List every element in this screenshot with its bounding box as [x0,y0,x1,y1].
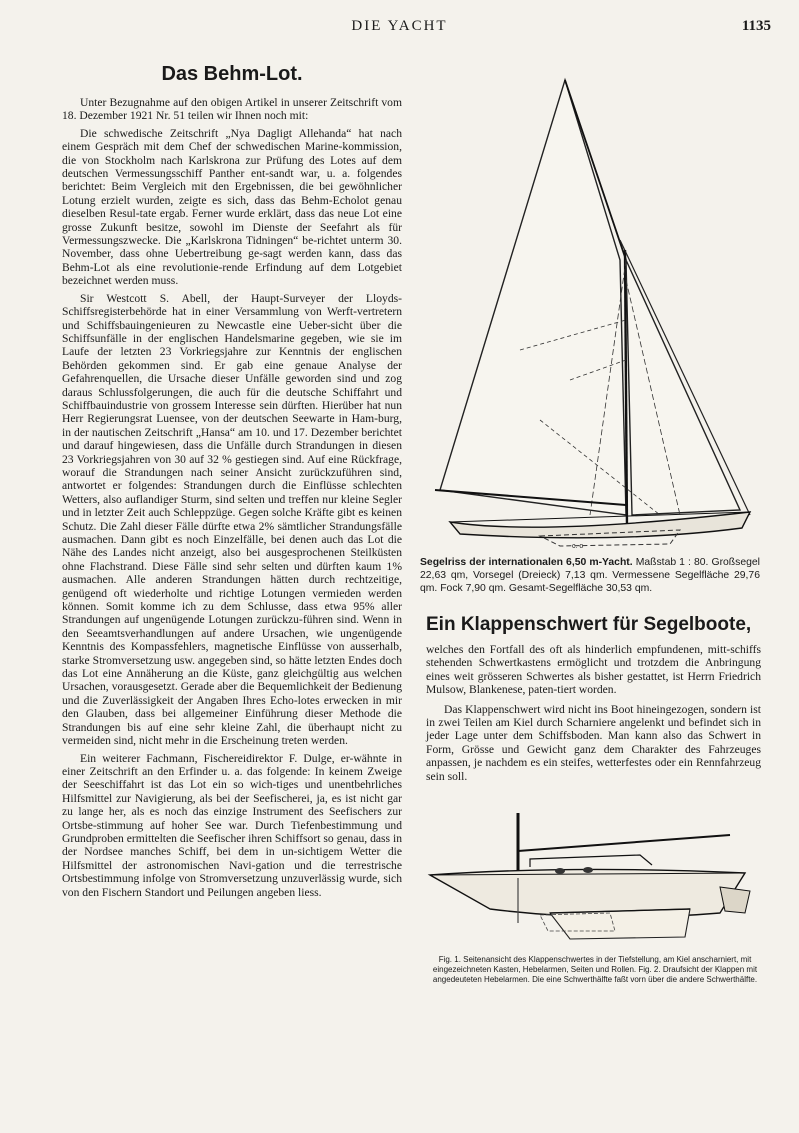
figure2-caption: Fig. 1. Seitenansicht des Klappenschwertes in der Tiefstellung, am Kiel anscharniert, mit eingezeichneten Kasten, Hebelarmen, Seiten und Rollen. Fig. 2. Draufsicht der Klappen mit angedeuteten Hebelarmen. Die eine Schwerthälfte faßt vorn über die andere Schwerthälfte. [432,955,758,985]
article-title-klappenschwert: Ein Klappenschwert für Segelboote, [426,614,752,635]
figure1-caption [420,556,760,595]
paragraph: Unter Bezugnahme auf den obigen Artikel in unserer Zeitschrift vom 18. Dezember 1921 Nr. 51 teilen wir Ihnen noch mit: [62,96,402,123]
paragraph: Sir Westcott S. Abell, der Haupt-Surveyer der Lloyds-Schiffsregisterbehörde hat in einer Versammlung von Werft-vertretern und Schiffsbauingenieuren zu Newcastle eine Ueber-sicht über die Schiffsunfälle in der englischen Handelsmarine gegeben, wie sie im Laufe der letzten 23 Vorkriegsjahre zur Kenntnis der englischen Behörden gekommen sind. Er gab eine genaue Analyse der Gefahrenquellen, die Ursache dieser Unfälle geworden sind und zog daraus Schlussfolgerungen, die auch für die deutsche Schiffahrt und Schiffbauindustrie von grossem Interesse sein dürften. Hierüber hat nun Herr Regierungsrat Luensee, von der deutschen Seewarte in Ham-burg, in der nautischen Zeitschrift „Hansa“ am 10. und 17. Dezember berichtet und darauf hingewiesen, dass die Unfälle durch Strandungen in diesen 23 Vorkriegsjahren von 30 auf 32 % gestiegen sind. Auf eine Rückfrage, worauf die Strandungen nach seiner Ansicht zurückzuführen sind, antwortet er folgendes: Strandungen durch die Einflüsse schlechten Wetters, also auflandiger Sturm, sind selten und treffen nur kleine Segler und in letzter Zeit auch Schleppzüge. Gegen solche Kräfte gibt es keinen Schutz. Die Zahl dieser Fälle dürfte etwa 2% sämtlicher Strandungsfälle ausmachen. Dann gibt es noch Einzelfälle, bei denen auch das Lot die Nähe des Landes nicht anzeigt, also bei ausgesprochenen Steilküsten ohne Flachstrand. Diese Fälle sind sehr selten und dürften kaum 1% ausmachen. Alle anderen Strandungen hätten durch rechtzeitige, genügend oft wiederholte und richtige Lotungen vermieden werden können. Somit komme ich zu dem Schlusse, dass etwa 95% aller Strandungen auf ungenügende Lotungen zurückzu-führen sind. Wenn in den Seeamtsverhandlungen auf andere Ursachen, wie ungenügende Kenntnis des Kompassfehlers, magnetische Einflüsse von ausserhalb, starke Stromversetzung usw. angegeben sind, so hätte letzten Endes doch das Lot eine Annäherung an die Küste, ganz gleichgültig aus welchen Ursachen, vorausgesetzt. Gerade aber die Bequemlichkeit der Bedienung und die Zuverlässigkeit der Angaben Ihres Echo-lotes erwecken in mir den Glauben, dass bei allgemeiner Einführung dieser Methode die Strandungen bis auf eine sehr kleine Zahl, die überhaupt nicht zu vermeiden sind, nicht mehr in die Erscheinung treten werden. [62,291,402,748]
paragraph: Ein weiterer Fachmann, Fischereidirektor F. Dulge, er-wähnte in einer Zeitschrift an den Erfinder u. a. das folgende: In keinem Zweige der Seeschiffahrt ist das Lot ein so wich-tiges und unentbehrliches Hilfsmittel zur Navigierung, als bei der Seefischerei, ja, es ist nicht gar zu lange her, als es noch das einzige Instrument des Seefischers zur Ortsbe-stimmung auf hoher See war. Durch Tiefenbestimmung und Grundproben ermittelten die Seefischer ihren Schiffsort so genau, dass in der Nordsee manches Schiff, bei dem in un-sichtigem Wetter die Hilfsmittel der astronomischen Navi-gation und die terrestrische Ortsbestimmung infolge von Stromversetzung unzuverlässig wurde, sich von den Fischern Standort und Peilungen angeben liess. [62,751,402,899]
figure-label: c. o [572,543,584,550]
hull [450,512,750,538]
page-number: 1135 [741,18,771,34]
klappenschwert-figure [420,803,770,953]
left-column [62,62,402,903]
right-column [420,60,770,985]
boom [518,835,730,851]
porthole [583,867,593,873]
rudder [720,887,750,913]
mainsail [440,80,626,515]
porthole [555,868,565,874]
keel-plate [550,909,690,939]
paragraph: welches den Fortfall des oft als hinderlich empfundenen, mitt-schiffs stehenden Schwertkastens ermöglicht und trotzdem die Anbringung eines weit grösseren Schwertes als bisher gestattet, ist Herrn Friedrich Mulsow, Blankenese, paten-tiert worden. [426,643,761,697]
figure1-caption-rest: Maßstab 1 : 80. Großsegel 22,63 qm, Vorsegel (Dreieck) 7,13 qm. Vermessene Segelfläche 29,76 qm. Fock 7,90 qm. Gesamt-Segelfläche 30,53 qm. [420,557,760,594]
foresail [626,260,740,515]
right-article-body [426,643,761,783]
article-title-behm-lot: Das Behm-Lot. [161,63,303,85]
hull [430,870,745,918]
figure1-caption-lead: Segelriss der internationalen 6,50 m-Yacht. [420,557,633,568]
paragraph: Das Klappenschwert wird nicht ins Boot hineingezogen, sondern ist in zwei Teilen am Kiel durch Scharniere angelenkt und befindet sich in jeder Lage unter dem Schiffsboden. Man kann also das Schwert in Form, Grösse und Gewicht ganz dem Charakter des Fahrzeuges anpassen, je nachdem es ein steifes, wetterfestes oder ein Rennfahrzeug sein soll. [426,702,761,783]
sail-plan-figure [420,60,770,552]
paragraph: Die schwedische Zeitschrift „Nya Dagligt Allehanda“ hat nach einem Gespräch mit dem Chef der schwedischen Marine-kommission, die von Stockholm nach Karlskrona zur Prüfung des Lotes auf dem deutschen Vermessungsschiff Panther ent-sandt war, u. a. folgendes berichtet: Beim Vergleich mit den Ergebnissen, die bei gewöhnlicher Lotung erzielt wurden, zeigte es sich, dass das Behm-Echolot genau dieselben Resul-tate ergab. Ferner wurde erklärt, dass das neue Lot eine grosse Zukunft besitze, sowohl im Dienste der Seefahrt als für Vermessungszwecke. Die „Karlskrona Tidningen“ be-richtet unterm 30. November, dass ohne Uebertreibung ge-sagt werden kann, dass das Behm-Lot als eine revolutionie-rende Erfindung auf dem Lotgebiet bezeichnet werden muss. [62,126,402,288]
cabin [530,855,652,867]
running-header: DIE YACHT [351,18,448,34]
